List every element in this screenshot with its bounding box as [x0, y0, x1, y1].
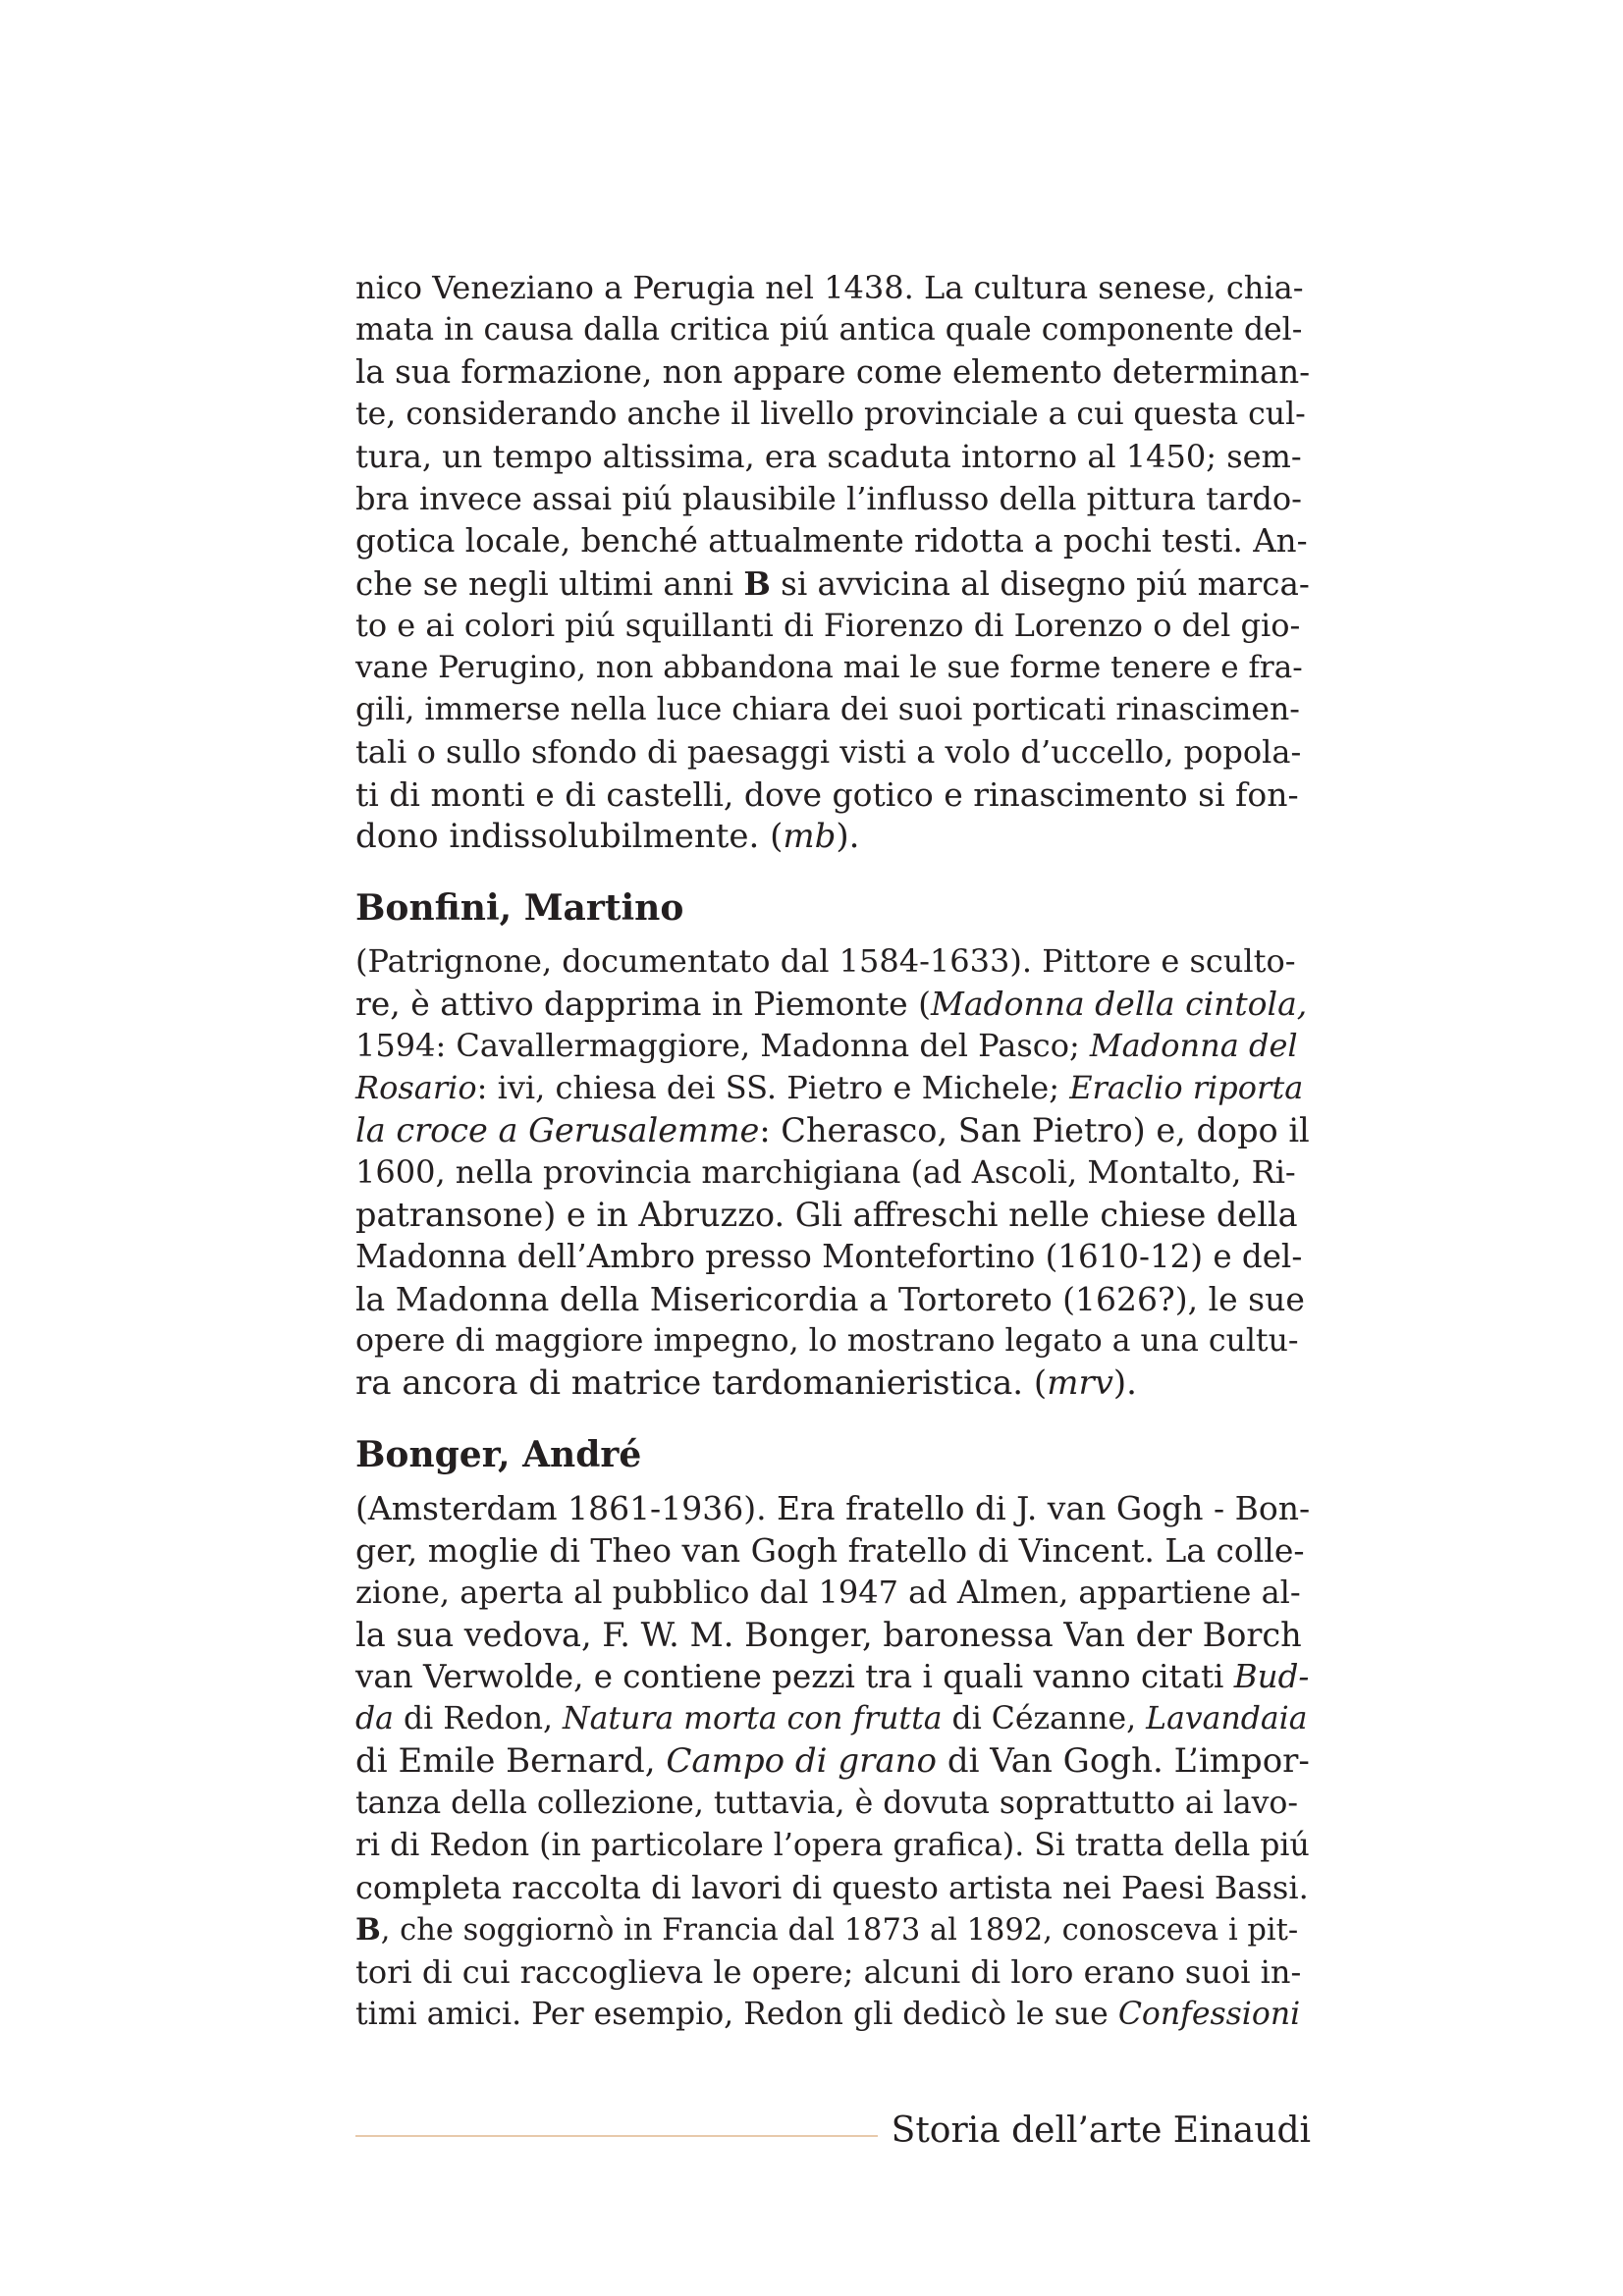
text-line: la Madonna della Misericordia a Tortoreto (1626?), le sue — [355, 1280, 1305, 1318]
text-line: 1600, nella provincia marchigiana (ad Ascoli, Montalto, Ri- — [355, 1153, 1296, 1191]
italic-text: Rosario — [355, 1069, 477, 1106]
text-line: timi amici. Per esempio, Redon gli dedicò le sue Confessioni — [355, 1997, 1301, 2032]
text-line: ti di monti e di castelli, dove gotico e rinascimento si fon- — [355, 775, 1299, 814]
italic-text: Lavandaia — [1146, 1701, 1308, 1736]
intro-paragraph — [355, 267, 1310, 858]
entry-body-bonfini — [355, 940, 1310, 1405]
text-line: completa raccolta di lavori di questo artista nei Paesi Bassi. — [355, 1869, 1309, 1906]
text-line: 1594: Cavallermaggiore, Madonna del Pasco; Madonna del — [355, 1027, 1298, 1064]
text-line: tanza della collezione, tuttavia, è dovuta soprattutto ai lavo- — [355, 1786, 1299, 1821]
text-line: Rosario: ivi, chiesa dei SS. Pietro e Michele; Eraclio riporta — [355, 1069, 1304, 1106]
text-line: patransone) e in Abruzzo. Gli affreschi nelle chiese della — [355, 1196, 1298, 1234]
text-line: (Amsterdam 1861-1936). Era fratello di J. van Gogh - Bon- — [355, 1489, 1311, 1527]
text-line: la sua vedova, F. W. M. Bonger, baronessa Van der Borch — [355, 1616, 1302, 1654]
text-line: dono indissolubilmente. (mb). — [355, 817, 860, 856]
text-line: la croce a Gerusalemme: Cherasco, San Pietro) e, dopo il — [355, 1111, 1310, 1149]
text-line: van Verwolde, e contiene pezzi tra i quali vanno citati Bud- — [355, 1658, 1310, 1695]
italic-text: Madonna della cintola, — [931, 985, 1308, 1023]
text-line: re, è attivo dapprima in Piemonte (Madonna della cintola, — [355, 985, 1308, 1023]
italic-text: Bud- — [1233, 1658, 1310, 1695]
text-line: te, considerando anche il livello provinciale a cui questa cul- — [355, 397, 1306, 432]
text-line: tali o sullo sfondo di paesaggi visti a volo d’uccello, popola- — [355, 733, 1302, 771]
text-line: la sua formazione, non appare come elemento determinan- — [355, 353, 1311, 391]
text-line: gotica locale, benché attualmente ridotta a pochi testi. An- — [355, 522, 1308, 560]
text-line: to e ai colori piú squillanti di Fiorenzo di Lorenzo o del gio- — [355, 607, 1301, 644]
footer-title: Storia dell’arte Einaudi — [891, 2110, 1311, 2151]
text-line: opere di maggiore impegno, lo mostrano legato a una cultu- — [355, 1323, 1299, 1359]
italic-text: Natura morta con frutta — [563, 1701, 943, 1736]
text-line: vane Perugino, non abbandona mai le sue forme tenere e fra- — [355, 650, 1303, 685]
text-line: di Emile Bernard, Campo di grano di Van Gogh. L’impor- — [355, 1741, 1310, 1781]
italic-text: mrv — [1047, 1363, 1113, 1403]
text-line: nico Veneziano a Perugia nel 1438. La cultura senese, chia- — [355, 269, 1304, 306]
bold-text: B — [743, 564, 771, 603]
text-line: tori di cui raccoglieva le opere; alcuni di loro erano suoi in- — [355, 1953, 1302, 1991]
italic-text: da — [355, 1701, 394, 1736]
italic-text: mb — [783, 817, 837, 856]
footer-rule — [355, 2135, 878, 2137]
text-line: (Patrignone, documentato dal 1584-1633). Pittore e sculto- — [355, 942, 1296, 980]
entry-heading-bonfini: Bonfini, Martino — [355, 887, 684, 929]
text-line: da di Redon, Natura morta con frutta di Cézanne, Lavandaia — [355, 1701, 1308, 1736]
text-line: B, che soggiornò in Francia dal 1873 al 1892, conosceva i pit- — [355, 1912, 1299, 1948]
text-line: ger, moglie di Theo van Gogh fratello di Vincent. La colle- — [355, 1531, 1305, 1570]
text-line: gili, immerse nella luce chiara dei suoi porticati rinascimen- — [355, 692, 1300, 727]
text-line: che se negli ultimi anni B si avvicina al disegno piú marca- — [355, 564, 1310, 603]
text-line: Madonna dell’Ambro presso Montefortino (1610-12) e del- — [355, 1238, 1303, 1275]
text-line: tura, un tempo altissima, era scaduta intorno al 1450; sem- — [355, 438, 1302, 475]
italic-text: Madonna del — [1089, 1027, 1298, 1064]
italic-text: Eraclio riporta — [1069, 1069, 1304, 1106]
text-line: ri di Redon (in particolare l’opera grafica). Si tratta della piú — [355, 1828, 1310, 1863]
italic-text: Campo di grano — [666, 1741, 938, 1781]
bold-text: B — [355, 1912, 381, 1948]
text-line: bra invece assai piú plausibile l’influsso della pittura tardo- — [355, 480, 1302, 517]
text-line: mata in causa dalla critica piú antica quale componente del- — [355, 312, 1303, 347]
entry-body-bonger — [355, 1487, 1310, 2036]
italic-text: Confessioni — [1117, 1997, 1301, 2032]
entry-heading-bonger: Bonger, André — [355, 1434, 642, 1475]
text-line: ra ancora di matrice tardomanieristica. (mrv). — [355, 1363, 1137, 1403]
text-line: zione, aperta al pubblico dal 1947 ad Almen, appartiene al- — [355, 1574, 1301, 1611]
italic-text: la croce a Gerusalemme — [355, 1111, 760, 1149]
text-column — [355, 267, 1310, 2036]
